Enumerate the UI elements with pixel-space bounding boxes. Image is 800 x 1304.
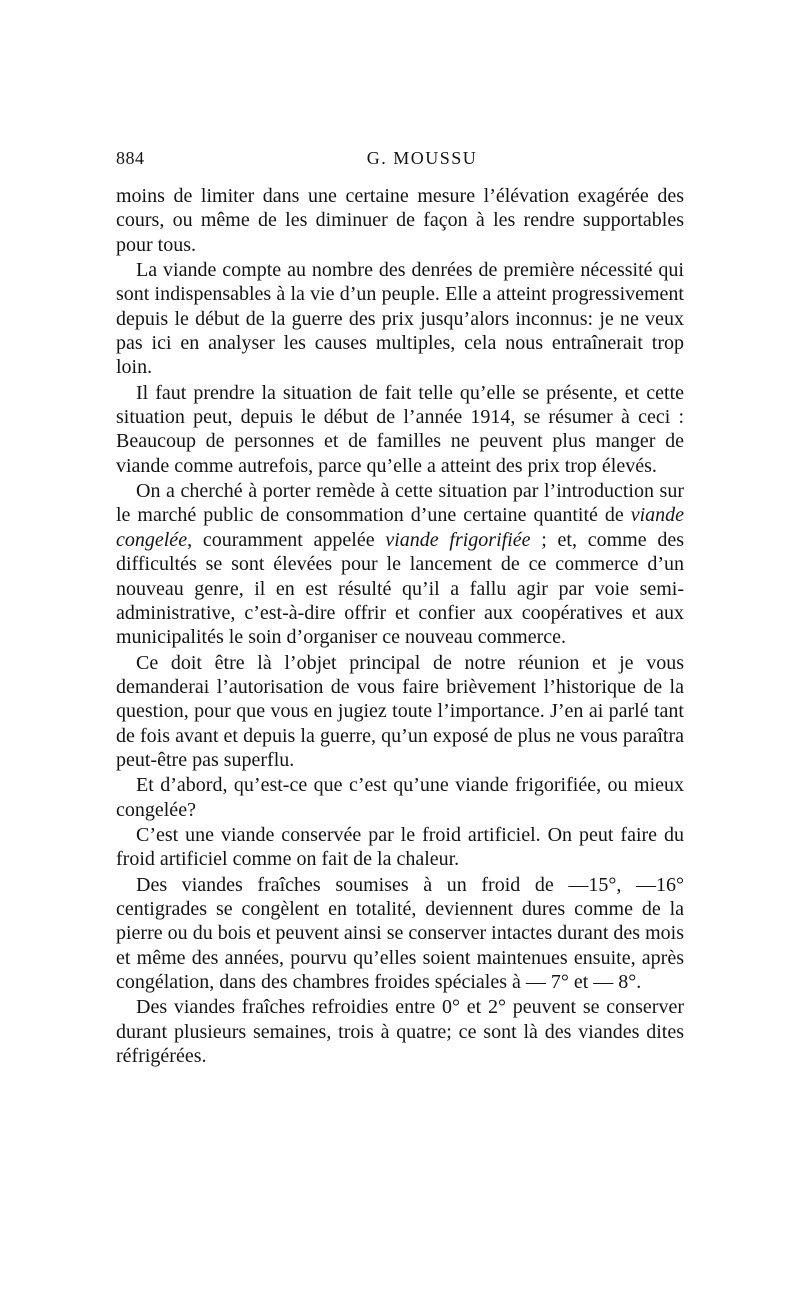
paragraph-froid-artificiel: C’est une viande conservée par le froid artificiel. On peut faire du froid artificiel comme on fait de la chaleur. (116, 823, 684, 871)
paragraph-situation-1914: Il faut prendre la situation de fait telle qu’elle se présente, et cette situation peut, depuis le début de l’année 1914, se résumer à ceci : Beaucoup de personnes et de familles ne peuvent plus manger de viande comme autrefois, parce qu’elle a atteint des prix trop élevés. (116, 381, 684, 477)
paragraph-remede (116, 479, 684, 649)
paragraph-continuation: moins de limiter dans une certaine mesure l’élévation exagérée des cours, ou même de les diminuer de façon à les rendre supportables pour tous. (116, 185, 684, 256)
paragraph-remede-text-3: ; et, comme des difficultés se sont élevées pour le lancement de ce commerce d’un nouveau genre, il en est résulté qu’il a fallu agir par voie semi-administrative, c’est-à-dire offrir et confier aux coopératives et aux municipalités le soin d’organiser ce nouveau commerce. (116, 528, 684, 649)
page-number: 884 (116, 148, 145, 168)
paragraph-remede-text-1: On a cherché à porter remède à cette situation par l’introduction sur le marché public de consommation d’une certaine quantité de (116, 480, 684, 527)
paragraph-viande-necessite: La viande compte au nombre des denrées de première nécessité qui sont indispensables à la vie d’un peuple. Elle a atteint progressivement depuis le début de la guerre des prix jusqu’alors inconnus: je ne veux pas ici en analyser les causes multiples, cela nous entraînerait trop loin. (116, 259, 684, 379)
body-text (116, 184, 684, 1068)
italic-term-viande-congelee: viande congelée (116, 504, 684, 551)
paragraph-objet-reunion: Ce doit être là l’objet principal de notre réunion et je vous demanderai l’autorisation de vous faire brièvement l’historique de la question, pour que vous en jugiez toute l’importance. J’en ai parlé tant de fois avant et depuis la guerre, qu’un exposé de plus ne vous paraîtra peut-être pas superflu. (116, 651, 684, 771)
paragraph-definition-question: Et d’abord, qu’est-ce que c’est qu’une viande frigorifiée, ou mieux congelée? (116, 774, 684, 821)
paragraph-viandes-congelees: Des viandes fraîches soumises à un froid de —15°, —16° centigrades se congèlent en totalité, deviennent dures comme de la pierre ou du bois et peuvent ainsi se conserver intactes durant des mois et même des années, pourvu qu’elles soient maintenues ensuite, après congélation, dans des chambres froides spéciales à — 7° et — 8°. (116, 873, 684, 993)
running-header (116, 146, 684, 170)
paragraph-viandes-refrigerees: Des viandes fraîches refroidies entre 0° et 2° peuvent se conserver durant plusieurs semaines, trois à quatre; ce sont là des viandes dites réfrigérées. (116, 996, 684, 1068)
running-head-author: G. MOUSSU (366, 148, 478, 168)
italic-term-viande-frigorifiee: viande frigorifiée (385, 528, 531, 551)
paragraph-remede-text-2: , couramment appelée (187, 528, 386, 551)
